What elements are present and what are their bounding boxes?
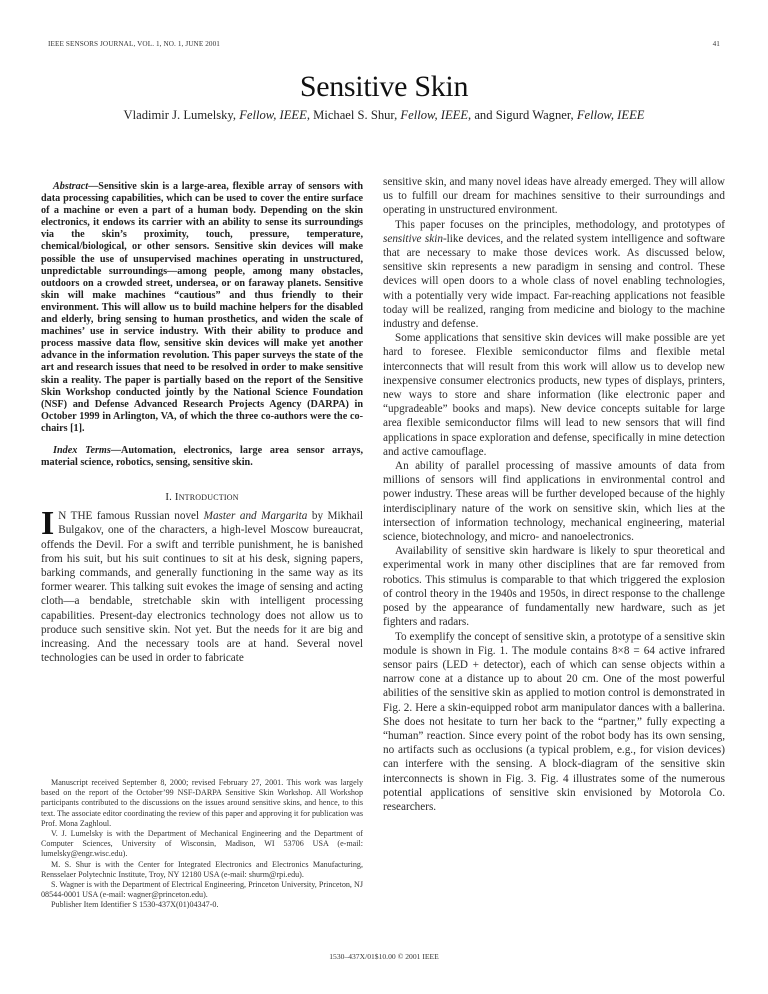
footnote-lumelsky: V. J. Lumelsky is with the Department of Mechanical Engineering and the Department of Computer Sciences, University of Wisconsin, Madison, WI 53706 USA (e-mail: lumelsky@engr.wisc.edu). xyxy=(41,829,363,859)
paragraph: This paper focuses on the principles, methodology, and prototypes of sensitive skin-like devices, and the related system intelligence and software that are necessary to make those devices work. As discussed below, sensitive skin represents a new paradigm in sensing and control. These devices will open doors to a whole class of novel enabling technologies, with a potentially very wide impact. Far-reaching applications not feasible today will be realized, ranging from medicine and biology to the machine industry and defense. xyxy=(383,218,726,331)
novel-title: Master and Margarita xyxy=(203,510,308,523)
intro-paragraph: I N THE famous Russian novel Master and Margarita by Mikhail Bulgakov, one of the characters, a high-level Moscow bureaucrat, offends the Devil. For a swift and terrible punishment, he is banished from his suit, but his suit continues to sit at his desk, signing papers, barking commands, and generally functioning in the same way as its former wearer. This talking suit evokes the image of sensing and acting cloth—a bendable, stretchable skin with intelligent processing capabilities. Present-day electronics technology does not allow us to produce such sensitive skin. Not yet. But the needs for it are big and increasing. And the necessary tools are at hand. Several novel technologies can be used in order to fabricate xyxy=(41,505,363,665)
author-grade: Fellow, IEEE xyxy=(239,108,307,122)
page-number: 41 xyxy=(712,40,720,48)
footnote-wagner: S. Wagner is with the Department of Electrical Engineering, Princeton University, Princeton, NJ 08544-0001 USA (e-mail: wagner@princeton.edu). xyxy=(41,880,363,900)
author-name: Vladimir J. Lumelsky xyxy=(123,108,233,122)
paragraph: To exemplify the concept of sensitive skin, a prototype of a sensitive skin module is shown in Fig. 1. The module contains 8×8 = 64 active infrared sensor pairs (LED + detector), each of which can sense objects within a narrow cone at a distance up to about 20 cm. One of the most powerful abilities of the sensitive skin as applied to motion control is demonstrated in Fig. 2. Here a skin-equipped robot arm manipulator dances with a ballerina. She does not hesitate to turn her back to the “partner,” fully expecting a “human” reaction. Since every point of the robot body has its own sensing, no artifacts such as occlusions (a typical problem, e.g., for vision devices) can interfere with the sensing. A block-diagram of the sensitive skin interconnects is shown in Fig. 3. Fig. 4 illustrates some of the numerous potential applications of sensitive skin envisioned by Motorola Co. researchers. xyxy=(383,630,725,813)
journal-citation: IEEE SENSORS JOURNAL, VOL. 1, NO. 1, JUNE 2001 xyxy=(48,40,220,48)
copyright-line: 1530–437X/01$10.00 © 2001 IEEE xyxy=(329,952,439,961)
footnote-publisher-id: Publisher Item Identifier S 1530-437X(01)04347-0. xyxy=(51,900,219,910)
paragraph-continuation: sensitive skin, and many novel ideas have already emerged. They will allow us to fulfill our dream for machines sensitive to their surroundings and operating in unstructured environment. xyxy=(383,176,725,217)
footnote-manuscript: Manuscript received September 8, 2000; revised February 27, 2001. This work was largely based on the report of the October’99 NSF-DARPA Sensitive Skin Workshop. All Workshop participants contributed to the discussions on the issues around sensitive skins, and hence, to this text. The associate editor coordinating the review of this paper and approving it for publication was Prof. Mona Zaghloul. xyxy=(41,778,363,828)
paragraph: Some applications that sensitive skin devices will make possible are yet hard to foresee. Flexible semiconductor films and flexible metal interconnects that will result from this work will allow us to develop new inexpensive consumer electronics products, new types of displays, printers, new ways to store and share information (like electronic paper and “upgradeable” books and maps). New device concepts suitable for large area flexible semiconductor films will lead to new sensors that will find applications in space exploration and defense, specifically in mine detection and active camouflage. xyxy=(383,332,725,458)
paragraph: Availability of sensitive skin hardware is likely to spur theoretical and experimental work in many other disciplines that are far removed from robotics. This stimulus is comparable to that which triggered the explosion of control theory in the 1940s and 1950s, in direct response to the challenge posed by the appearance of fundamentally new hardware, such as jet fighters and radars. xyxy=(383,545,725,629)
abstract-text: Sensitive skin is a large-area, flexible array of sensors with data processing capabilities, which can be used to cover the entire surface of a machine or even a part of a human body. Depending on the skin electronics, it endows its carrier with an ability to sense its surroundings via the skin’s proximity, touch, pressure, temperature, chemical/biological, or other sensors. Sensitive skin devices will make possible the use of unsupervised machines operating in unstructured, unpredictable surroundings—among people, among many obstacles, outdoors on a crowded street, undersea, or on faraway planets. Sensitive skin will make machines “cautious” and thus friendly to their environment. This will allow us to build machine helpers for the disabled and elderly, bring sensing to human prosthetics, and widen the scale of machines’ use in service industry. With their ability to produce and process massive data flow, sensitive skin devices will make yet another advance in the information revolution. This paper surveys the state of the art and research issues that need to be resolved in order to make sensitive skin a reality. The paper is partially based on the report of the Sensitive Skin Workshop conducted jointly by the National Science Foundation (NSF) and Defense Advanced Research Projects Agency (DARPA) in October 1999 in Arlington, VA, of which the three co-authors were the co-chairs [1]. xyxy=(41,181,363,434)
running-head xyxy=(48,40,720,48)
author-grade: Fellow, IEEE xyxy=(576,108,645,122)
left-column xyxy=(41,181,363,665)
index-terms-text: Automation, electronics, large area sensor arrays, material science, robotics, sensing, sensitive skin. xyxy=(41,444,363,469)
abstract: Abstract—Sensitive skin is a large-area, flexible array of sensors with data processing capabilities, which can be used to cover the entire surface of a machine or even a part of a human body. Depending on the skin electronics, it endows its carrier with an ability to sense its surroundings via the skin’s proximity, touch, pressure, temperature, chemical/biological, or other sensors. Sensitive skin devices will make possible the use of unsupervised machines operating in unstructured, unpredictable surroundings—among people, among many obstacles, outdoors on a crowded street, undersea, or on faraway planets. Sensitive skin will make machines “cautious” and thus friendly to their environment. This will allow us to build machine helpers for the disabled and elderly, bring sensing to human prosthetics, and widen the scale of machines’ use in service industry. With their ability to produce and process massive data flow, sensitive skin devices will make yet another advance in the information revolution. This paper surveys the state of the art and research issues that need to be resolved in order to make sensitive skin a reality. The paper is partially based on the report of the Sensitive Skin Workshop conducted jointly by the National Science Foundation (NSF) and Defense Advanced Research Projects Agency (DARPA) in October 1999 in Arlington, VA, of which the three co-authors were the co-chairs [1]. xyxy=(41,181,363,434)
paragraph: An ability of parallel processing of massive amounts of data from millions of sensors will find applications in environmental control and power industry. These areas will be further developed because of the highly interdisciplinary nature of the work on sensitive skin, which lies at the intersection of information technology, mechanical engineering, material science, biotechnology, and micro- and nanoelectronics. xyxy=(383,460,725,544)
author-name: Sigurd Wagner xyxy=(495,108,571,122)
footnote-shur: M. S. Shur is with the Center for Integrated Electronics and Electronics Manufacturing, Rensselaer Polytechnic Institute, Troy, NY 12180 USA (e-mail: shurm@rpi.edu). xyxy=(41,859,363,879)
paper-title: Sensitive Skin xyxy=(299,70,469,103)
emphasis: sensitive skin xyxy=(383,232,443,245)
author-list: Vladimir J. Lumelsky, Fellow, IEEE, Michael S. Shur, Fellow, IEEE, and Sigurd Wagner, Fellow, IEEE xyxy=(123,108,645,122)
right-column xyxy=(383,175,725,814)
index-terms-label: Index Terms xyxy=(53,444,111,456)
abstract-label: Abstract xyxy=(53,181,89,192)
index-terms: Index Terms—Automation, electronics, large area sensor arrays, material science, robotics, sensing, sensitive skin. xyxy=(41,444,363,469)
author-name: Michael S. Shur xyxy=(313,108,395,122)
author-grade: Fellow, IEEE xyxy=(400,108,469,122)
intro-body-left xyxy=(41,505,363,665)
intro-body-right xyxy=(383,175,725,814)
footnotes xyxy=(41,778,363,911)
section-heading-introduction: I. Introduction xyxy=(165,491,239,504)
drop-cap: I xyxy=(41,505,55,543)
